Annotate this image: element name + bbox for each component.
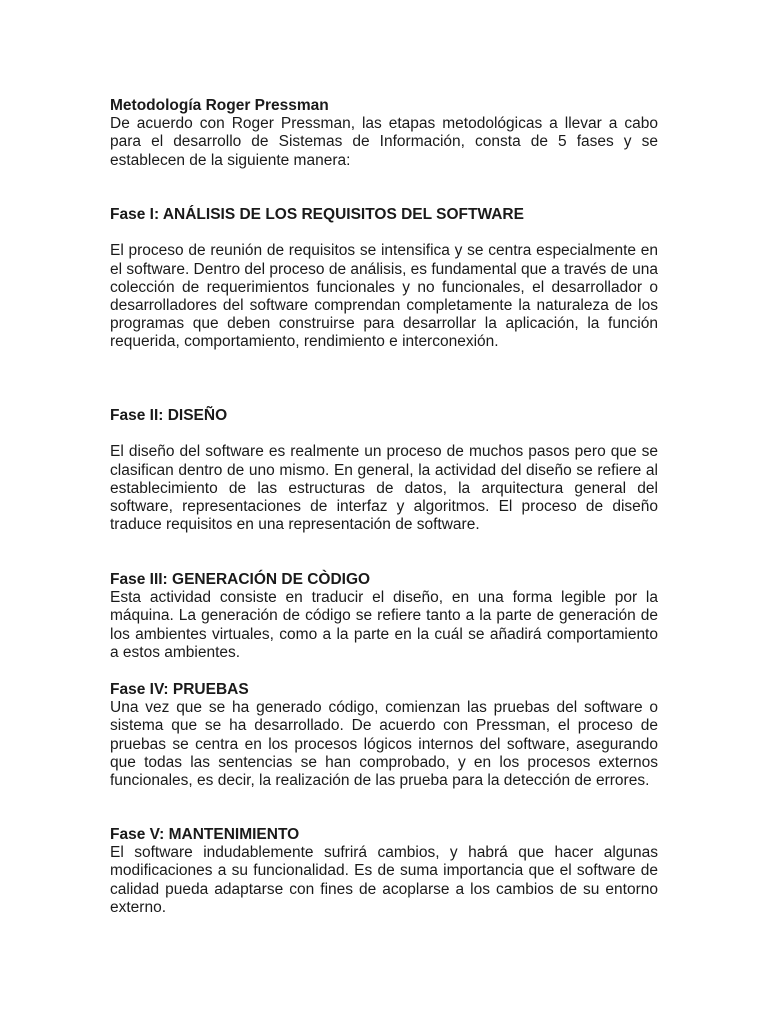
- document-title: Metodología Roger Pressman: [110, 97, 329, 114]
- phase-5-heading: Fase V: MANTENIMIENTO: [110, 826, 300, 843]
- phase-2-heading: Fase II: DISEÑO: [110, 407, 228, 424]
- phase-2-section: [110, 407, 658, 534]
- phase-3-heading: Fase III: GENERACIÓN DE CÒDIGO: [110, 571, 371, 588]
- phase-5-section: [110, 826, 658, 917]
- phase-2-paragraph: El diseño del software es realmente un proceso de muchos pasos pero que se clasifican dentro de uno mismo. En general, la actividad del diseño se refiere al establecimiento de las estructuras de datos, la arquitectura general del software, representaciones de interfaz y algoritmos. El proceso de diseño traduce requisitos en una representación de software.: [110, 443, 658, 534]
- phase-5-paragraph: El software indudablemente sufrirá cambios, y habrá que hacer algunas modificaciones a su funcionalidad. Es de suma importancia que el software de calidad pueda adaptarse con fines de acoplarse a los cambios de su entorno externo.: [110, 844, 658, 916]
- phase-1-paragraph: El proceso de reunión de requisitos se intensifica y se centra especialmente en el software. Dentro del proceso de análisis, es fundamental que a través de una colección de requerimientos funcionales y no funcionales, el desarrollador o desarrolladores del software comprendan completamente la naturaleza de los programas que deben construirse para desarrollar la aplicación, la función requerida, comportamiento, rendimiento e interconexión.: [110, 242, 658, 351]
- phase-3-section: [110, 571, 658, 662]
- phase-4-section: [110, 681, 658, 790]
- phase-4-paragraph: Una vez que se ha generado código, comienzan las pruebas del software o sistema que se ha desarrollado. De acuerdo con Pressman, el proceso de pruebas se centra en los procesos lógicos internos del software, asegurando que todas las sentencias se han comprobado, y en los procesos externos funcionales, es decir, la realización de las prueba para la detección de errores.: [110, 699, 658, 790]
- phase-4-heading: Fase IV: PRUEBAS: [110, 681, 249, 698]
- phase-1-heading: Fase I: ANÁLISIS DE LOS REQUISITOS DEL SOFTWARE: [110, 206, 524, 223]
- intro-paragraph: De acuerdo con Roger Pressman, las etapas metodológicas a llevar a cabo para el desarrollo de Sistemas de Información, consta de 5 fases y se establecen de la siguiente manera:: [110, 115, 658, 169]
- phase-1-section: [110, 206, 658, 352]
- phase-3-paragraph: Esta actividad consiste en traducir el diseño, en una forma legible por la máquina. La generación de código se refiere tanto a la parte de generación de los ambientes virtuales, como a la parte en la cuál se añadirá comportamiento a estos ambientes.: [110, 589, 658, 661]
- intro-section: [110, 97, 658, 170]
